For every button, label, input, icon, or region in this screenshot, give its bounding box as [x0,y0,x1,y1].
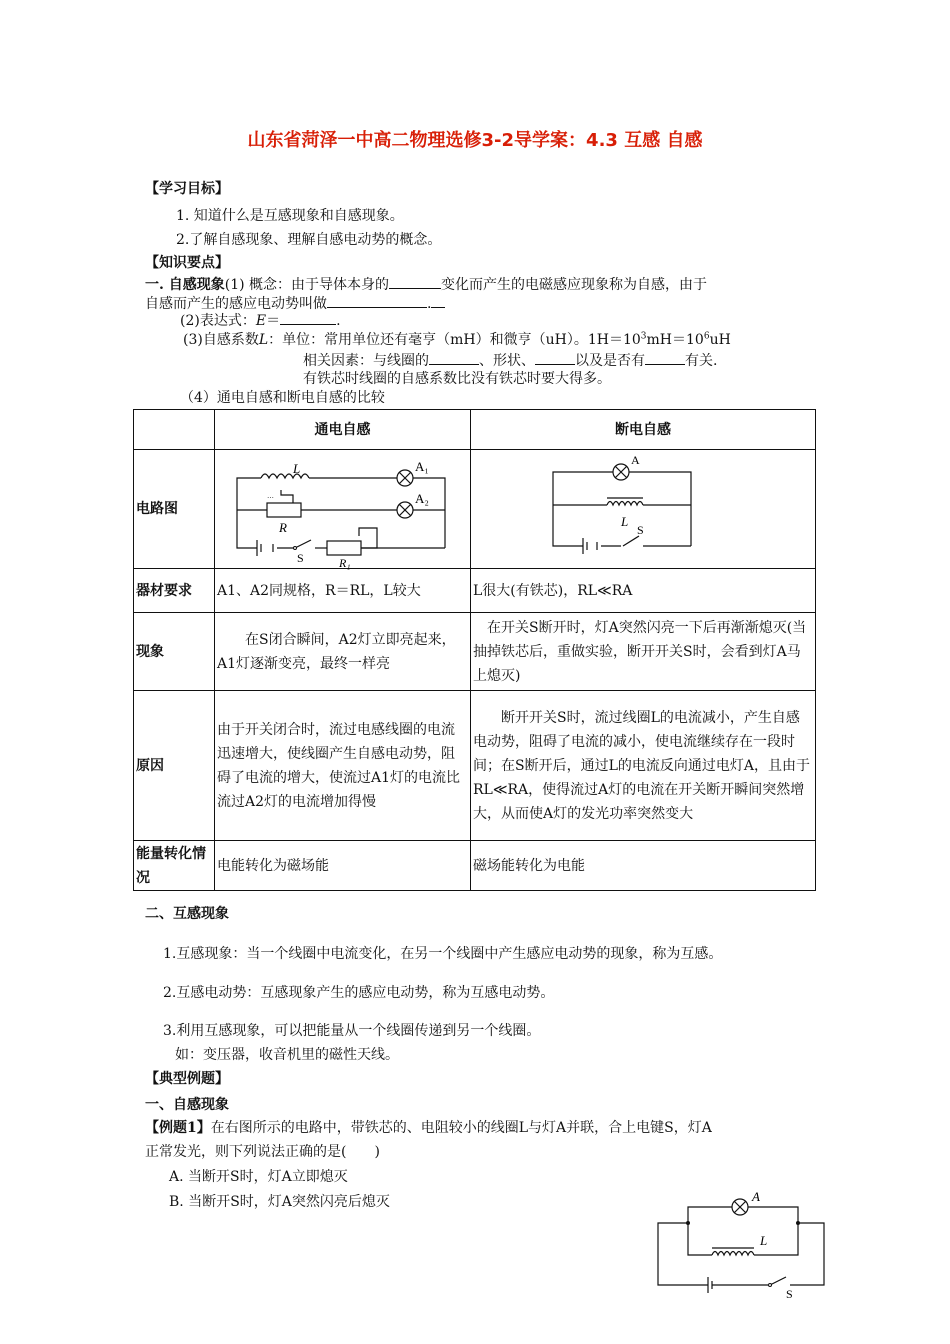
mutual-p4: 如：变压器，收音机里的磁性天线。 [175,1047,399,1063]
factors-a: 相关因素：与线圈的 [303,353,429,369]
col-header-off: 断电自感 [471,410,816,450]
points-heading: 【知识要点】 [145,255,229,271]
page-title: 山东省菏泽一中高二物理选修3-2导学案：4.3 互感 自感 [247,130,703,151]
circuit-cell-on [215,450,471,569]
phenom-on: 在S闭合瞬间，A2灯立即亮起来，A1灯逐渐变亮，最终一样亮 [215,613,471,691]
coef-exp-1: 3 [640,331,647,342]
option-a: A. 当断开S时，灯A立即熄灭 [169,1169,348,1185]
expr-period: . [336,313,341,329]
factors-d: 有关. [685,353,718,369]
coef-mid: mH＝10 [646,332,704,348]
table-header-row [134,410,816,450]
expr-eq: ＝ [266,313,281,329]
concept-period: . [427,296,432,312]
energy-on: 电能转化为磁场能 [215,841,471,891]
row-header-phenom: 现象 [134,613,215,691]
label-R1: R₁ [339,556,351,570]
option-b: B. 当断开S时，灯A突然闪亮后熄灭 [169,1194,390,1210]
coef-l: L [258,332,269,348]
coef-unit: uH [709,332,731,348]
table-row [134,691,816,841]
expression-line [180,310,341,330]
concept-line [145,274,707,294]
section1-title: 一. 自感现象 [145,277,225,293]
example1-line2: 正常发光，则下列说法正确的是( ) [145,1144,380,1160]
mutual-p1: 1.互感现象：当一个线圈中电流变化，在另一个线圈中产生感应电动势的现象，称为互感。 [163,946,723,962]
row-header-circuit: 电路图 [134,450,215,569]
table-row [134,613,816,691]
label-A: A [631,453,640,467]
comparison-table [133,409,816,891]
table-corner [134,410,215,450]
coef-exp-2: 6 [703,331,710,342]
table-row [134,450,816,569]
blank-1 [389,276,441,289]
expr-label: (2)表达式： [180,313,256,329]
blank-4 [429,352,479,365]
energy-off: 磁场能转化为电能 [471,841,816,891]
blank-5 [535,352,575,365]
example1-label: 【例题1】 [145,1120,211,1136]
factors-b: 、形状、 [479,353,535,369]
blank-2 [327,295,427,308]
blank-3 [280,312,336,325]
label-S-off: S [637,523,644,537]
mutual-p2: 2.互感电动势：互感现象产生的感应电动势，称为互感电动势。 [163,985,555,1001]
example1-circuit [650,1185,835,1300]
label-L-off: L [621,514,629,529]
phenom-off: 在开关S断开时，灯A突然闪亮一下后再渐渐熄灭(当抽掉铁芯后，重做实验，断开开关S时，会看到灯A马上熄灭) [471,613,816,691]
examples-heading: 【典型例题】 [145,1071,229,1087]
equip-on: A1、A2同规格，R＝RL，L较大 [215,569,471,613]
label-R: R [279,520,287,535]
factors-c: 以及是否有 [575,353,645,369]
coef-line [183,329,731,349]
ex-label-A: A [752,1189,760,1204]
concept-text-b: 变化而产生的电磁感应现象称为自感，由于 [441,277,708,293]
circuit-diagram-off [473,450,813,560]
coef-label: (3)自感系数 [183,332,259,348]
example1-q1: 在右图所示的电路中，带铁芯的、电阻较小的线圈L与灯A并联，合上电键S，灯A [210,1120,712,1136]
compare-label: （4）通电自感和断电自感的比较 [180,390,385,406]
ex-label-L: L [760,1233,768,1248]
goals-heading: 【学习目标】 [145,181,229,197]
ex-label-S: S [786,1287,793,1301]
concept-text-a: (1) 概念：由于导体本身的 [224,277,390,293]
concept-text-c: 自感而产生的感应电动势叫做 [145,296,327,312]
reason-on: 由于开关闭合时，流过电感线圈的电流迅速增大，使线圈产生自感电动势，阻碍了电流的增大，使流过A1灯的电流比流过A2灯的电流增加得慢 [215,691,471,841]
blank-6 [645,352,685,365]
mutual-p3: 3.利用互感现象，可以把能量从一个线圈传递到另一个线圈。 [163,1023,541,1039]
table-row [134,569,816,613]
row-header-reason: 原因 [134,691,215,841]
examples-sub: 一、自感现象 [145,1097,229,1113]
example1-line1 [145,1117,712,1137]
label-S: S [297,551,304,565]
row-header-energy: 能量转化情况 [134,841,215,891]
circuit-cell-off [471,450,816,569]
equip-off: L很大(有铁芯)，RL≪RA [471,569,816,613]
factors-line-2: 有铁芯时线圈的自感系数比没有铁芯时要大得多。 [303,371,611,387]
label-A1: A₁ [415,459,429,474]
coef-text: ：单位：常用单位还有毫亨（mH）和微亨（uH）。1H＝10 [268,332,641,348]
mutual-title: 二、互感现象 [145,906,229,922]
label-L: L [293,461,301,476]
table-row [134,841,816,891]
goal-item-2: 2.了解自感现象、理解自感电动势的概念。 [176,232,442,248]
dots-label: ··· [267,494,274,502]
expr-e: E [255,313,267,329]
blank-2b [431,295,445,308]
label-A2: A₂ [415,491,429,506]
circuit-diagram-on [217,450,467,570]
goal-item-1: 1. 知道什么是互感现象和自感现象。 [176,208,404,224]
row-header-equip: 器材要求 [134,569,215,613]
col-header-on: 通电自感 [215,410,471,450]
reason-off: 断开开关S时，流过线圈L的电流减小，产生自感电动势，阻碍了电流的减小，使电流继续存在一段时间；在S断开后，通过L的电流反向通过电灯A，且由于RL≪RA，使得流过A灯的电流在开关断开瞬间突然增大，从而使A灯的发光功率突然变大 [471,691,816,841]
factors-line [303,350,717,370]
